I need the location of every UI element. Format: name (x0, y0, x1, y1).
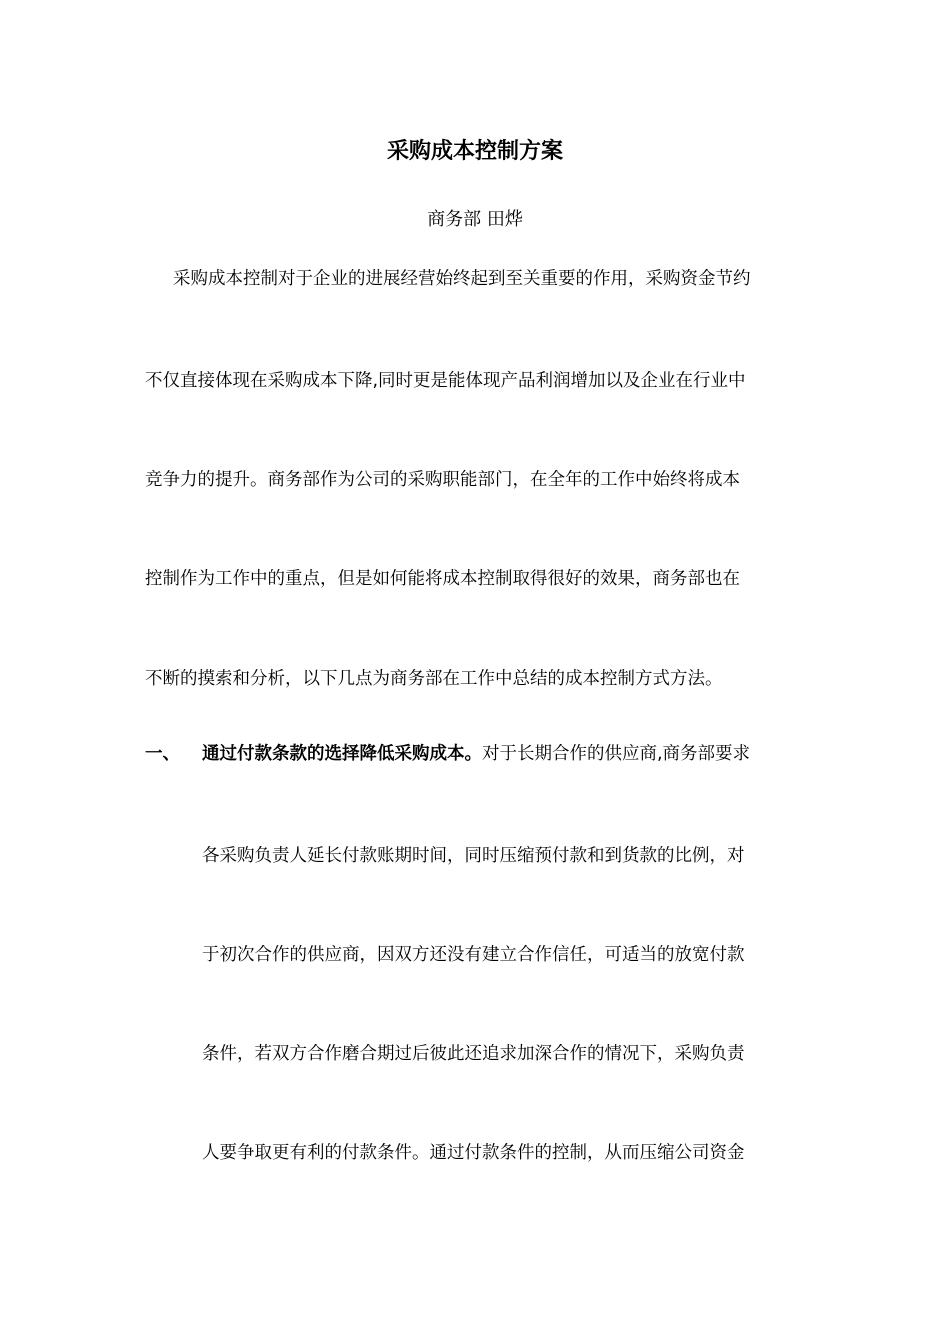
intro-paragraph-line: 不仅直接体现在采购成本下降,同时更是能体现产品利润增加以及企业在行业中 (145, 371, 746, 391)
document-title: 采购成本控制方案 (386, 139, 563, 164)
intro-paragraph-line: 控制作为工作中的重点，但是如何能将成本控制取得很好的效果，商务部也在 (145, 569, 740, 589)
section-number: 一、 (145, 744, 180, 764)
section-heading: 通过付款条款的选择降低采购成本。 (202, 744, 482, 764)
section-first-line (202, 741, 750, 767)
intro-paragraph-line: 竞争力的提升。商务部作为公司的采购职能部门，在全年的工作中始终将成本 (145, 470, 740, 490)
intro-line-text: 采购成本控制对于企业的进展经营始终起到至关重要的作用，采购资金节约 (173, 269, 751, 289)
intro-paragraph-line: 不断的摸索和分析，以下几点为商务部在工作中总结的成本控制方式方法。 (145, 669, 723, 689)
section-paragraph-line: 条件，若双方合作磨合期过后彼此还追求加深合作的情况下，采购负责 (202, 1044, 745, 1064)
intro-paragraph-line (145, 266, 805, 292)
section-paragraph-line: 人要争取更有利的付款条件。通过付款条件的控制，从而压缩公司资金 (202, 1143, 745, 1163)
section-paragraph-line: 各采购负责人延长付款账期时间，同时压缩预付款和到货款的比例，对 (202, 846, 745, 866)
section-first-line-text: 对于长期合作的供应商,商务部要求 (482, 744, 751, 764)
document-author: 商务部 田烨 (427, 209, 523, 230)
section-paragraph-line: 于初次合作的供应商，因双方还没有建立合作信任，可适当的放宽付款 (202, 945, 745, 965)
